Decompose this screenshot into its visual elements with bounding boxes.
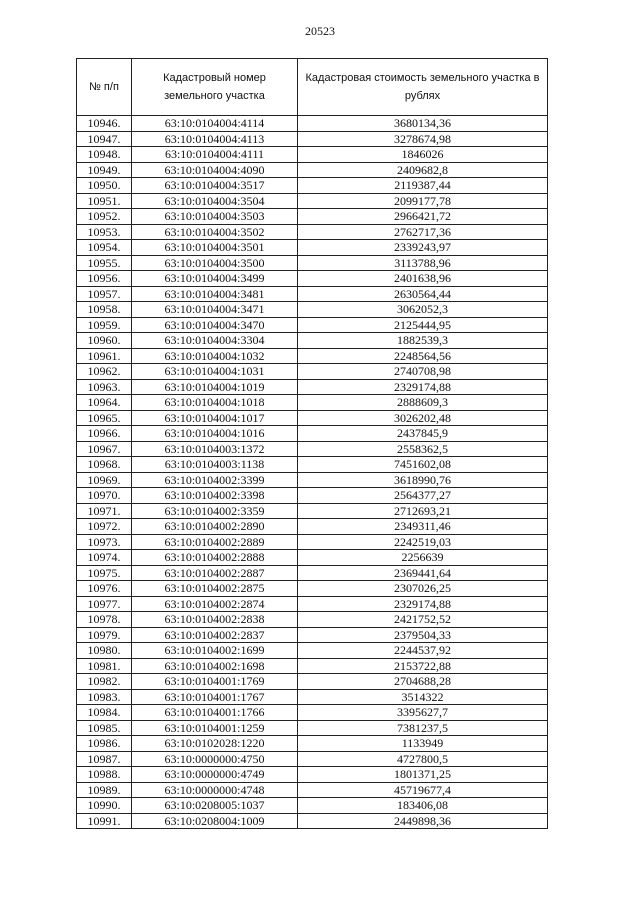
cadastral-number: 63:10:0104002:3359 [132, 503, 298, 519]
cadastral-value: 2099177,78 [298, 193, 548, 209]
cadastral-value: 2449898,36 [298, 813, 548, 829]
cadastral-number: 63:10:0000000:4750 [132, 751, 298, 767]
table-row [77, 116, 548, 132]
table-row [77, 131, 548, 147]
row-number: 10986. [77, 736, 132, 752]
cadastral-number: 63:10:0104001:1766 [132, 705, 298, 721]
table-row [77, 503, 548, 519]
row-number: 10953. [77, 224, 132, 240]
header-number: № п/п [77, 59, 132, 116]
cadastral-number: 63:10:0104004:3304 [132, 333, 298, 349]
cadastral-value: 2762717,36 [298, 224, 548, 240]
cadastral-number: 63:10:0104002:3399 [132, 472, 298, 488]
table-row [77, 317, 548, 333]
cadastral-number: 63:10:0104004:1016 [132, 426, 298, 442]
row-number: 10947. [77, 131, 132, 147]
table-body [77, 116, 548, 829]
table-row [77, 457, 548, 473]
cadastral-value: 2740708,98 [298, 364, 548, 380]
table-row [77, 689, 548, 705]
table-row [77, 782, 548, 798]
row-number: 10948. [77, 147, 132, 163]
table-row [77, 286, 548, 302]
row-number: 10975. [77, 565, 132, 581]
cadastral-value: 2242519,03 [298, 534, 548, 550]
cadastral-value: 1801371,25 [298, 767, 548, 783]
cadastral-value: 2564377,27 [298, 488, 548, 504]
cadastral-number: 63:10:0104004:1031 [132, 364, 298, 380]
table-header-row [77, 59, 548, 116]
cadastral-value: 2339243,97 [298, 240, 548, 256]
row-number: 10974. [77, 550, 132, 566]
row-number: 10962. [77, 364, 132, 380]
row-number: 10983. [77, 689, 132, 705]
row-number: 10977. [77, 596, 132, 612]
cadastral-number: 63:10:0104003:1138 [132, 457, 298, 473]
table-row [77, 178, 548, 194]
cadastral-value: 2244537,92 [298, 643, 548, 659]
row-number: 10960. [77, 333, 132, 349]
cadastral-value: 2329174,88 [298, 379, 548, 395]
cadastral-value: 3113788,96 [298, 255, 548, 271]
cadastral-value: 2369441,64 [298, 565, 548, 581]
row-number: 10987. [77, 751, 132, 767]
cadastral-value: 1133949 [298, 736, 548, 752]
table-row [77, 333, 548, 349]
row-number: 10972. [77, 519, 132, 535]
cadastral-number: 63:10:0000000:4749 [132, 767, 298, 783]
table-row [77, 612, 548, 628]
cadastral-number: 63:10:0104004:3517 [132, 178, 298, 194]
row-number: 10988. [77, 767, 132, 783]
row-number: 10963. [77, 379, 132, 395]
cadastral-number: 63:10:0104002:2837 [132, 627, 298, 643]
row-number: 10956. [77, 271, 132, 287]
cadastral-value: 1882539,3 [298, 333, 548, 349]
cadastral-number: 63:10:0104004:3504 [132, 193, 298, 209]
row-number: 10980. [77, 643, 132, 659]
table-row [77, 596, 548, 612]
cadastral-number: 63:10:0104004:1019 [132, 379, 298, 395]
cadastral-value: 3514322 [298, 689, 548, 705]
row-number: 10957. [77, 286, 132, 302]
cadastral-number: 63:10:0104002:1698 [132, 658, 298, 674]
cadastral-number: 63:10:0104002:2887 [132, 565, 298, 581]
row-number: 10966. [77, 426, 132, 442]
table-row [77, 705, 548, 721]
cadastral-value: 2630564,44 [298, 286, 548, 302]
cadastral-number: 63:10:0104002:2874 [132, 596, 298, 612]
cadastral-number: 63:10:0104004:3501 [132, 240, 298, 256]
cadastral-number: 63:10:0104002:2890 [132, 519, 298, 535]
table-row [77, 348, 548, 364]
cadastral-number: 63:10:0104002:3398 [132, 488, 298, 504]
cadastral-number: 63:10:0102028:1220 [132, 736, 298, 752]
cadastral-value: 3395627,7 [298, 705, 548, 721]
cadastral-value: 2329174,88 [298, 596, 548, 612]
header-cadastral-value: Кадастровая стоимость земельного участка в рублях [298, 59, 548, 116]
cadastral-number: 63:10:0104004:3503 [132, 209, 298, 225]
table-row [77, 565, 548, 581]
row-number: 10989. [77, 782, 132, 798]
cadastral-value: 2888609,3 [298, 395, 548, 411]
cadastral-value: 4727800,5 [298, 751, 548, 767]
row-number: 10971. [77, 503, 132, 519]
cadastral-number: 63:10:0104004:3481 [132, 286, 298, 302]
cadastral-number: 63:10:0208004:1009 [132, 813, 298, 829]
cadastral-value: 45719677,4 [298, 782, 548, 798]
row-number: 10982. [77, 674, 132, 690]
cadastral-number: 63:10:0104004:4111 [132, 147, 298, 163]
row-number: 10946. [77, 116, 132, 132]
table-row [77, 147, 548, 163]
row-number: 10969. [77, 472, 132, 488]
cadastral-number: 63:10:0104004:3471 [132, 302, 298, 318]
cadastral-value: 2966421,72 [298, 209, 548, 225]
cadastral-number: 63:10:0104004:3502 [132, 224, 298, 240]
row-number: 10965. [77, 410, 132, 426]
cadastral-number: 63:10:0104003:1372 [132, 441, 298, 457]
cadastral-number: 63:10:0104004:1018 [132, 395, 298, 411]
table-row [77, 751, 548, 767]
cadastral-value: 2153722,88 [298, 658, 548, 674]
cadastral-number: 63:10:0104004:3500 [132, 255, 298, 271]
table-row [77, 472, 548, 488]
cadastral-value: 3680134,36 [298, 116, 548, 132]
table-row [77, 364, 548, 380]
cadastral-value: 2125444,95 [298, 317, 548, 333]
cadastral-value: 2401638,96 [298, 271, 548, 287]
row-number: 10952. [77, 209, 132, 225]
table-row [77, 767, 548, 783]
table-row [77, 534, 548, 550]
cadastral-value: 3026202,48 [298, 410, 548, 426]
cadastral-number: 63:10:0208005:1037 [132, 798, 298, 814]
cadastral-value: 2256639 [298, 550, 548, 566]
row-number: 10967. [77, 441, 132, 457]
cadastral-value: 3278674,98 [298, 131, 548, 147]
cadastral-value: 183406,08 [298, 798, 548, 814]
row-number: 10950. [77, 178, 132, 194]
cadastral-number: 63:10:0000000:4748 [132, 782, 298, 798]
cadastral-number: 63:10:0104004:4114 [132, 116, 298, 132]
row-number: 10976. [77, 581, 132, 597]
cadastral-number: 63:10:0104004:4113 [132, 131, 298, 147]
table-row [77, 193, 548, 209]
table-row [77, 488, 548, 504]
row-number: 10973. [77, 534, 132, 550]
table-row [77, 550, 548, 566]
table-row [77, 658, 548, 674]
cadastral-number: 63:10:0104004:4090 [132, 162, 298, 178]
row-number: 10949. [77, 162, 132, 178]
cadastral-value: 2307026,25 [298, 581, 548, 597]
cadastral-value: 2409682,8 [298, 162, 548, 178]
table-row [77, 255, 548, 271]
cadastral-value: 2421752,52 [298, 612, 548, 628]
cadastral-number: 63:10:0104001:1767 [132, 689, 298, 705]
table-row [77, 581, 548, 597]
row-number: 10981. [77, 658, 132, 674]
table-row [77, 395, 548, 411]
cadastral-value: 2704688,28 [298, 674, 548, 690]
table-row [77, 813, 548, 829]
cadastral-number: 63:10:0104004:3470 [132, 317, 298, 333]
row-number: 10955. [77, 255, 132, 271]
row-number: 10964. [77, 395, 132, 411]
cadastral-value: 2349311,46 [298, 519, 548, 535]
row-number: 10990. [77, 798, 132, 814]
table-row [77, 627, 548, 643]
table-row [77, 798, 548, 814]
cadastral-number: 63:10:0104002:2875 [132, 581, 298, 597]
row-number: 10991. [77, 813, 132, 829]
header-cadastral-number: Кадастровый номер земельного участка [132, 59, 298, 116]
row-number: 10968. [77, 457, 132, 473]
row-number: 10954. [77, 240, 132, 256]
row-number: 10985. [77, 720, 132, 736]
table-row [77, 240, 548, 256]
table-row [77, 379, 548, 395]
row-number: 10970. [77, 488, 132, 504]
cadastral-value: 1846026 [298, 147, 548, 163]
table-row [77, 410, 548, 426]
table-row [77, 271, 548, 287]
cadastral-value: 3062052,3 [298, 302, 548, 318]
table-row [77, 426, 548, 442]
table-row [77, 674, 548, 690]
cadastral-value: 2379504,33 [298, 627, 548, 643]
cadastral-number: 63:10:0104002:1699 [132, 643, 298, 659]
table-row [77, 224, 548, 240]
cadastral-number: 63:10:0104002:2888 [132, 550, 298, 566]
cadastral-value: 2558362,5 [298, 441, 548, 457]
row-number: 10984. [77, 705, 132, 721]
row-number: 10951. [77, 193, 132, 209]
row-number: 10959. [77, 317, 132, 333]
cadastral-number: 63:10:0104004:1032 [132, 348, 298, 364]
cadastral-number: 63:10:0104002:2889 [132, 534, 298, 550]
row-number: 10978. [77, 612, 132, 628]
cadastral-number: 63:10:0104001:1259 [132, 720, 298, 736]
cadastral-value-table [76, 58, 548, 829]
cadastral-value: 7451602,08 [298, 457, 548, 473]
cadastral-number: 63:10:0104001:1769 [132, 674, 298, 690]
cadastral-value: 2248564,56 [298, 348, 548, 364]
cadastral-number: 63:10:0104002:2838 [132, 612, 298, 628]
cadastral-number: 63:10:0104004:1017 [132, 410, 298, 426]
table-row [77, 162, 548, 178]
cadastral-value: 2437845,9 [298, 426, 548, 442]
cadastral-value: 3618990,76 [298, 472, 548, 488]
table-row [77, 209, 548, 225]
table-row [77, 441, 548, 457]
table-row [77, 519, 548, 535]
cadastral-number: 63:10:0104004:3499 [132, 271, 298, 287]
row-number: 10958. [77, 302, 132, 318]
table-row [77, 736, 548, 752]
row-number: 10979. [77, 627, 132, 643]
cadastral-value: 2119387,44 [298, 178, 548, 194]
row-number: 10961. [77, 348, 132, 364]
cadastral-value: 7381237,5 [298, 720, 548, 736]
table-row [77, 720, 548, 736]
page-number: 20523 [305, 24, 335, 38]
cadastral-value: 2712693,21 [298, 503, 548, 519]
table-row [77, 643, 548, 659]
table-row [77, 302, 548, 318]
